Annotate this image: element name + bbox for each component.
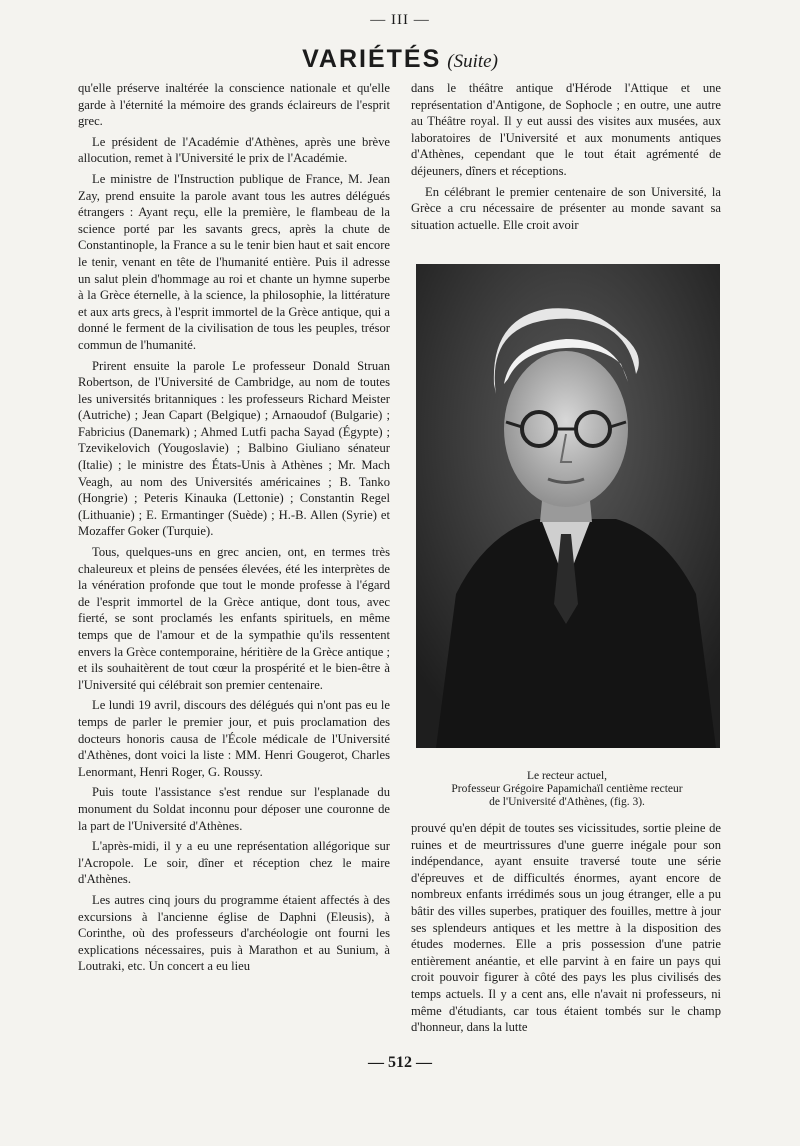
left-paragraph-3: Le ministre de l'Instruction publique de France, M. Jean Zay, prend ensuite la parole avant tous les autres délégués étrangers : Ayant reçu, elle la première, le flambeau de la science porté par les savants grecs, après la chute de Constantinople, la France a su le tenir bien haut et sait encore le tenir, venant en tête de l'humanité entière. Puis il adresse un salut plein d'hommage au roi et chante un hymne superbe à la Grèce éternelle, à la science, la philosophie, la littérature et aux arts grecs, à l'esprit immortel de la Grèce antique, qui a donné le ferment de la civilisation de tous les peuples, trésor commun de l'humanité. <box>78 171 390 352</box>
left-paragraph-9: Les autres cinq jours du programme étaient affectés à des excursions à l'ancienne église de Daphni (Eleusis), à Corinthe, où des professeurs d'archéologie ont fourni les explications nécessaires, puis à Marathon et au Sunium, à Loutraki, etc. Un concert a eu lieu <box>78 892 390 974</box>
caption-line-1: Le recteur actuel, <box>526 770 608 782</box>
left-paragraph-6: Le lundi 19 avril, discours des délégués qui n'ont pas eu le temps de parler le premier jour, et puis proclamation des docteurs honoris causa de l'École médicale de l'Université d'Athènes, dont voici la liste : MM. Henri Gougerot, Charles Lenormant, Henri Roger, G. Roussy. <box>78 698 390 779</box>
right-column-top <box>411 80 721 237</box>
left-paragraph-2: Le président de l'Académie d'Athènes, après une brève allocution, remet à l'Université le prix de l'Académie. <box>78 134 390 166</box>
section-title-subtitle: (Suite) <box>447 51 498 72</box>
left-paragraph-4: Prirent ensuite la parole Le professeur Donald Struan Robertson, de l'Université de Cambridge, au nom de toutes les universités britanniques : les professeurs Richard Meister (Autriche) ; Jean Capart (Belgique) ; Arnaoudof (Bulgarie) ; Fabricius (Danemark) ; Ahmed Lutfi pacha Sayad (Égypte) ; Tzevikelovich (Yougoslavie) ; Balbino Giuliano sénateur (Italie) ; le ministre des États-Unis à Athènes ; Mr. Mach Veagh, au nom des Universités américaines ; B. Tanko (Hongrie) ; Peteris Kinauka (Lettonie) ; Constantin Regel (Lithuanie) ; E. Ermantinger (Suède) ; H.-B. Allen (Syrie) et Mozaffer Goker (Turquie). <box>78 358 390 539</box>
right-bottom-paragraph-1: prouvé qu'en dépit de toutes ses vicissitudes, sortie pleine de ruines et de meurtrissures d'une guerre inégale pour son indépendance, ayant ensuite traversé toute une série d'épreuves et de difficultés énormes, ayant encore de nombreux enfants irrédimés sous un joug étranger, elle a pu bâtir des villes superbes, pratiquer des fouilles, mettre à jour ses splendeurs antiques et les mettre à la disposition des études modernes. Elle a pris possession d'une patrie entièrement anéantie, et elle parvint à en faire un pays qui croit pouvoir figurer à côté des pays les plus civilisés des temps actuels. Il y a cent ans, elle n'avait ni professeurs, ni même d'étudiants, car tous étaient tombés sur le champ d'honneur, dans la lutte <box>411 821 721 1035</box>
left-paragraph-7: Puis toute l'assistance s'est rendue sur l'esplanade du monument du Soldat inconnu pour déposer une couronne de la part de l'Université d'Athènes. <box>78 785 390 833</box>
photo-caption <box>411 770 723 809</box>
left-paragraph-8: L'après-midi, il y a eu une représentation allégorique sur l'Acropole. Le soir, dîner et réception chez le maire d'Athènes. <box>78 839 390 887</box>
portrait-photo <box>416 264 720 748</box>
page-number-bottom: — 512 — <box>368 1054 432 1071</box>
page-number-top: — III — <box>370 12 430 28</box>
portrait-photo-icon <box>416 264 720 748</box>
right-top-paragraph-2: En célébrant le premier centenaire de son Université, la Grèce a cru nécessaire de présenter au monde savant sa situation actuelle. Elle croit avoir <box>411 184 721 232</box>
section-title-main: VARIÉTÉS <box>302 45 442 73</box>
left-column <box>78 80 390 979</box>
left-paragraph-1: qu'elle préserve inaltérée la conscience nationale et qu'elle garde à l'éternité la mémoire des grands éclaireurs de l'esprit grec. <box>78 81 390 129</box>
section-title <box>0 44 800 77</box>
right-column-bottom <box>411 820 721 1040</box>
caption-line-3: de l'Université d'Athènes, (fig. 3). <box>489 796 645 808</box>
left-paragraph-5: Tous, quelques-uns en grec ancien, ont, en termes très chaleureux et pleins de pensées élevées, été les interprètes de la vénération profonde que tout le monde professe à l'égard de l'esprit immortel de la Grèce antique, dont tous, avec fierté, se sont proclamés les enfants spirituels, en même temps que de l'amour et de la sympathie qu'ils ressentent envers la Grèce contemporaine, héritière de la Grèce antique ; et ils souhaitèrent de tout cœur la prospérité et le bien-être à l'Université qui célébrait son premier centenaire. <box>78 545 390 692</box>
caption-line-2: Professeur Grégoire Papamichaïl centième recteur <box>451 783 683 795</box>
right-top-paragraph-1: dans le théâtre antique d'Hérode l'Attique et une représentation d'Antigone, de Sophocle ; en outre, une autre au Théâtre royal. Il y eut aussi des visites aux musées, aux laboratoires de l'Université et aux monuments antiques d'Athènes, cependant que le tout était agrémenté de déjeuners, dîners et réceptions. <box>411 81 721 178</box>
